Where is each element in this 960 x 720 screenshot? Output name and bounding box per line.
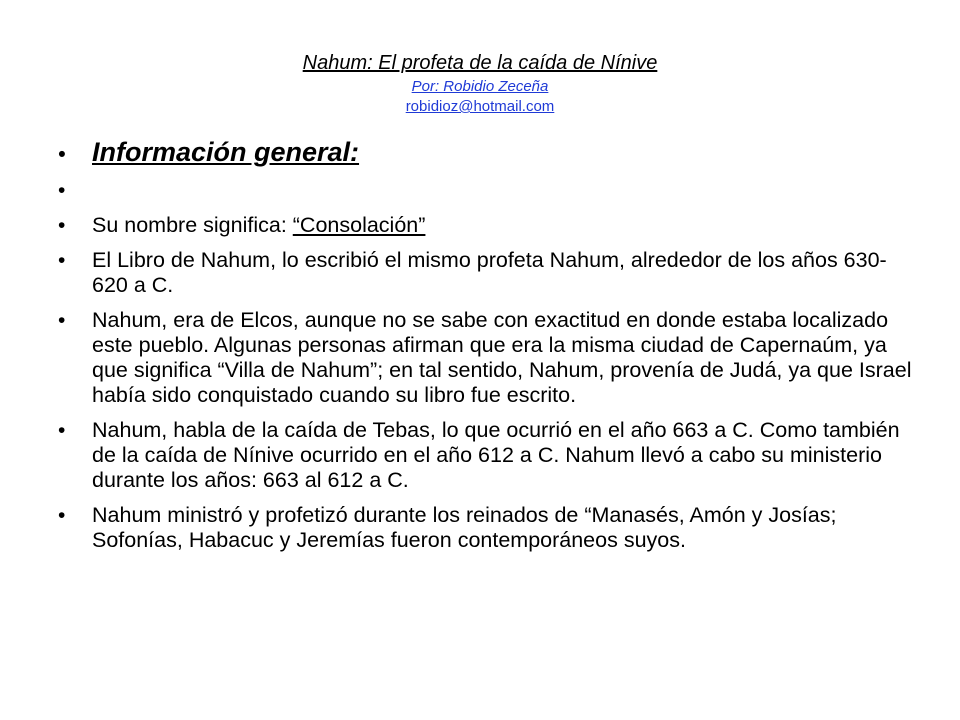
bullet-icon: • — [58, 504, 66, 527]
list-item-text: El Libro de Nahum, lo escribió el mismo profeta Nahum, alrededor de los años 630-620 a C. — [92, 248, 887, 297]
list-item — [58, 418, 920, 493]
list-item-text: Nahum, era de Elcos, aunque no se sabe con exactitud en donde estaba localizado este pueblo. Algunas personas afirman que era la misma ciudad de Capernaúm, ya que significa “Villa de Nahum”; en tal sentido, Nahum, provenía de Judá, ya que Israel había sido conquistado cuando su libro fue escrito. — [92, 308, 912, 407]
section-heading — [58, 136, 920, 168]
title-block — [0, 50, 960, 117]
bullet-icon: • — [58, 419, 66, 442]
bullet-icon: • — [58, 143, 66, 166]
list-item-text: Nahum, habla de la caída de Tebas, lo que ocurrió en el año 663 a C. Como también de la caída de Nínive ocurrido en el año 612 a C. Nahum llevó a cabo su ministerio durante los años: 663 al 612 a C. — [92, 418, 900, 492]
bullet-list — [58, 136, 920, 563]
bullet-icon: • — [58, 249, 66, 272]
bullet-icon: • — [58, 179, 66, 202]
bullet-icon: • — [58, 309, 66, 332]
email-link[interactable]: robidioz@hotmail.com — [405, 98, 555, 115]
empty-bullet-item — [58, 178, 920, 203]
list-item — [58, 503, 920, 553]
heading-text: Información general: — [92, 137, 360, 167]
list-item — [58, 248, 920, 298]
name-meaning-value: “Consolación” — [292, 213, 426, 237]
list-item — [58, 308, 920, 408]
name-meaning-prefix: Su nombre significa: — [92, 213, 293, 237]
name-meaning-item — [58, 213, 920, 238]
author-line: Por: Robidio Zeceña — [411, 78, 549, 95]
bullet-icon: • — [58, 214, 66, 237]
slide-title: Nahum: El profeta de la caída de Nínive — [302, 52, 658, 74]
list-item-text: Nahum ministró y profetizó durante los reinados de “Manasés, Amón y Josías; Sofonías, Habacuc y Jeremías fueron contemporáneos suyos. — [92, 503, 837, 552]
